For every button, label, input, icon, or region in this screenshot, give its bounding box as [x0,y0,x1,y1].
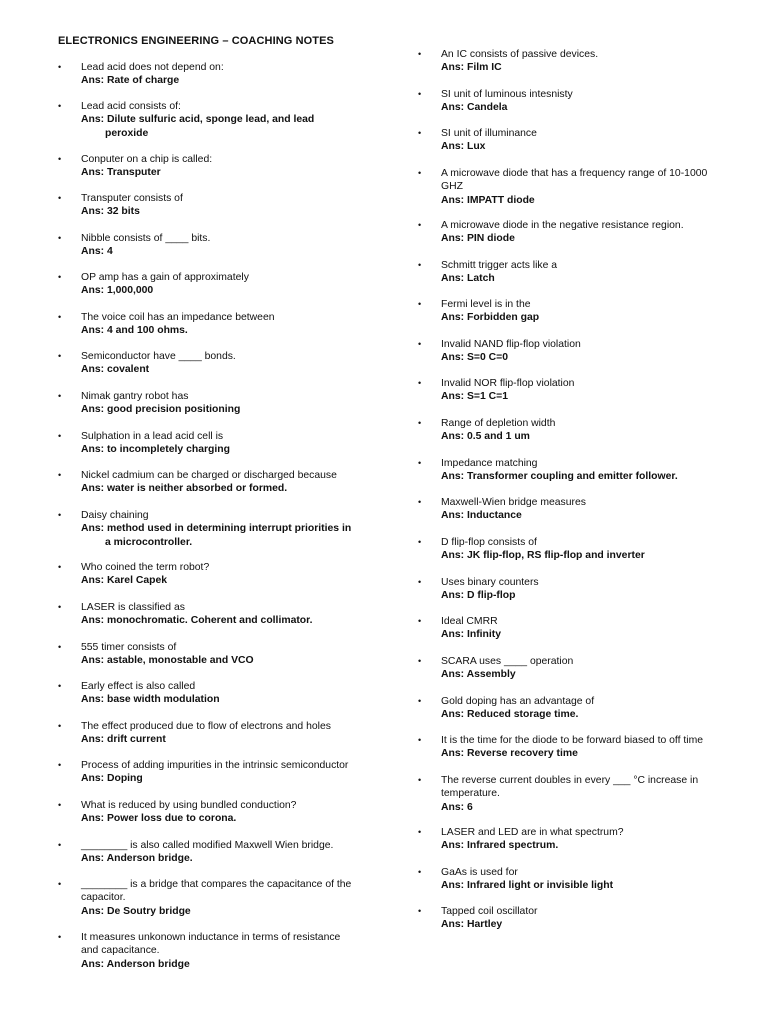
item-body [441,417,730,444]
item-body [81,153,360,180]
answer-text: Ans: Film IC [441,62,502,74]
question-text: Nimak gantry robot has [81,391,189,402]
item-body [441,127,730,154]
answer-text: Ans: Transputer [81,167,161,179]
question-text: The voice coil has an impedance between [81,312,275,323]
item-body [81,641,360,668]
item-body [81,759,360,786]
bullet-icon: • [418,696,422,706]
question-text: Maxwell-Wien bridge measures [441,497,586,508]
answer-text: Ans: Rate of charge [81,75,180,87]
bullet-icon: • [58,760,62,770]
item-body [81,192,360,219]
question-text: Daisy chaining [81,510,149,521]
question-text: Ideal CMRR [441,616,498,627]
question-text: SI unit of illuminance [441,128,537,139]
answer-text: Ans: S=1 C=1 [441,391,508,403]
answer-text: Ans: 32 bits [81,206,140,218]
answer-text: Ans: 4 [81,246,113,258]
bullet-icon: • [418,827,422,837]
question-text: A microwave diode in the negative resistance region. [441,220,684,231]
answer-text: Ans: astable, monostable and VCO [81,655,254,667]
bullet-icon: • [418,775,422,785]
item-body [81,430,360,457]
bullet-icon: • [58,562,62,572]
answer-text: Ans: 6 [441,801,473,813]
answer-text: Ans: drift current [81,734,166,746]
item-body [81,931,360,971]
bullet-icon: • [58,932,62,942]
bullet-icon: • [418,339,422,349]
bullet-icon: • [58,800,62,810]
answer-text: Ans: to incompletely charging [81,444,230,456]
item-body [81,390,360,417]
bullet-icon: • [418,577,422,587]
question-text: Fermi level is in the [441,299,531,310]
bullet-icon: • [418,378,422,388]
answer-continuation: peroxide [105,127,149,139]
item-body [441,259,730,286]
question-text: OP amp has a gain of approximately [81,272,249,283]
bullet-icon: • [418,656,422,666]
answer-text: Ans: monochromatic. Coherent and collimator. [81,615,313,627]
question-text: Process of adding impurities in the intrinsic semiconductor [81,760,349,771]
answer-text: Ans: Transformer coupling and emitter follower. [441,471,678,483]
question-text: Invalid NAND flip-flop violation [441,339,581,350]
bullet-icon: • [418,49,422,59]
item-body [441,298,730,325]
question-text: GaAs is used for [441,867,518,878]
answer-text: Ans: Hartley [441,919,503,931]
bullet-icon: • [58,101,62,111]
page-title: ELECTRONICS ENGINEERING – COACHING NOTES [58,35,334,47]
answer-text: Ans: Lux [441,141,486,153]
item-body [81,878,360,918]
bullet-icon: • [58,272,62,282]
answer-text: Ans: good precision positioning [81,404,241,416]
bullet-icon: • [418,735,422,745]
answer-text: Ans: 4 and 100 ohms. [81,325,188,337]
answer-text: Ans: Reverse recovery time [441,748,578,760]
answer-text: Ans: D flip-flop [441,590,516,602]
bullet-icon: • [58,721,62,731]
question-text: Range of depletion width [441,418,556,429]
bullet-icon: • [58,351,62,361]
answer-text: Ans: Anderson bridge. [81,853,193,865]
bullet-icon: • [58,193,62,203]
question-text: The reverse current doubles in every ___ °C increase in temperature. [441,775,699,800]
question-text: LASER is classified as [81,602,185,613]
item-body [81,839,360,866]
bullet-icon: • [58,470,62,480]
bullet-icon: • [58,510,62,520]
question-text: A microwave diode that has a frequency range of 10-1000 GHZ [441,168,708,193]
question-text: ________ is a bridge that compares the capacitance of the capacitor. [81,879,352,904]
question-text: Nickel cadmium can be charged or discharged because [81,470,337,481]
answer-text: Ans: IMPATT diode [441,194,535,206]
answer-text: Ans: Doping [81,773,143,785]
bullet-icon: • [58,233,62,243]
bullet-icon: • [418,418,422,428]
item-body [81,469,360,496]
bullet-icon: • [418,260,422,270]
answer-text: Ans: covalent [81,364,150,376]
item-body [441,774,730,814]
bullet-icon: • [58,681,62,691]
item-body [441,615,730,642]
question-text: Gold doping has an advantage of [441,696,595,707]
bullet-icon: • [418,497,422,507]
bullet-icon: • [418,220,422,230]
item-body [441,695,730,722]
bullet-icon: • [418,168,422,178]
answer-text: Ans: base width modulation [81,694,220,706]
bullet-icon: • [418,458,422,468]
answer-text: Ans: water is neither absorbed or formed. [81,483,288,495]
item-body [441,377,730,404]
question-text: Invalid NOR flip-flop violation [441,378,575,389]
item-body [441,826,730,853]
question-text: An IC consists of passive devices. [441,49,599,60]
item-body [441,457,730,484]
question-text: It is the time for the diode to be forward biased to off time [441,735,704,746]
question-text: Impedance matching [441,458,538,469]
question-text: Transputer consists of [81,193,183,204]
item-body [81,311,360,338]
item-body [81,350,360,377]
item-body [441,734,730,761]
item-body [441,88,730,115]
answer-text: Ans: Dilute sulfuric acid, sponge lead, and lead [81,114,315,126]
bullet-icon: • [418,537,422,547]
answer-text: Ans: PIN diode [441,233,515,245]
question-text: Tapped coil oscillator [441,906,538,917]
answer-text: Ans: S=0 C=0 [441,352,508,364]
answer-text: Ans: Forbidden gap [441,312,540,324]
item-body [441,536,730,563]
answer-text: Ans: Reduced storage time. [441,709,579,721]
question-text: Lead acid does not depend on: [81,62,224,73]
question-text: SCARA uses ____ operation [441,656,574,667]
question-text: SI unit of luminous intesnisty [441,89,573,100]
bullet-icon: • [58,642,62,652]
item-body [81,100,360,140]
answer-text: Ans: Inductance [441,510,522,522]
question-text: Conputer on a chip is called: [81,154,213,165]
item-body [81,232,360,259]
question-text: LASER and LED are in what spectrum? [441,827,624,838]
bullet-icon: • [418,89,422,99]
question-text: Semiconductor have ____ bonds. [81,351,236,362]
answer-text: Ans: Karel Capek [81,575,168,587]
question-text: What is reduced by using bundled conduction? [81,800,297,811]
answer-text: Ans: 1,000,000 [81,285,154,297]
item-body [441,496,730,523]
item-body [441,167,730,207]
answer-text: Ans: Assembly [441,669,516,681]
bullet-icon: • [58,840,62,850]
question-text: 555 timer consists of [81,642,177,653]
question-text: Early effect is also called [81,681,196,692]
bullet-icon: • [58,879,62,889]
question-text: Sulphation in a lead acid cell is [81,431,224,442]
bullet-icon: • [58,312,62,322]
question-text: Lead acid consists of: [81,101,181,112]
question-text: It measures unkonown inductance in terms of resistance and capacitance. [81,932,341,957]
item-body [81,509,360,549]
bullet-icon: • [418,616,422,626]
bullet-icon: • [58,154,62,164]
item-body [441,576,730,603]
answer-text: Ans: 0.5 and 1 um [441,431,530,443]
item-body [441,48,730,75]
item-body [441,219,730,246]
item-body [441,866,730,893]
answer-text: Ans: De Soutry bridge [81,905,191,917]
answer-continuation: a microcontroller. [105,536,193,548]
item-body [441,338,730,365]
answer-text: Ans: JK flip-flop, RS flip-flop and inverter [441,550,645,562]
bullet-icon: • [58,62,62,72]
bullet-icon: • [418,867,422,877]
item-body [441,905,730,932]
item-body [81,61,360,88]
bullet-icon: • [58,602,62,612]
answer-text: Ans: Latch [441,273,495,285]
item-body [81,680,360,707]
answer-text: Ans: method used in determining interrupt priorities in [81,523,352,535]
bullet-icon: • [418,299,422,309]
item-body [81,720,360,747]
bullet-icon: • [58,391,62,401]
item-body [81,601,360,628]
answer-text: Ans: Candela [441,102,508,114]
answer-text: Ans: Infrared spectrum. [441,840,559,852]
item-body [81,799,360,826]
answer-text: Ans: Power loss due to corona. [81,813,237,825]
answer-text: Ans: Infrared light or invisible light [441,880,614,892]
question-text: D flip-flop consists of [441,537,537,548]
bullet-icon: • [418,906,422,916]
question-text: Who coined the term robot? [81,562,210,573]
question-text: Uses binary counters [441,577,539,588]
item-body [81,561,360,588]
question-text: Nibble consists of ____ bits. [81,233,211,244]
item-body [81,271,360,298]
item-body [441,655,730,682]
answer-text: Ans: Anderson bridge [81,958,190,970]
bullet-icon: • [418,128,422,138]
question-text: The effect produced due to flow of electrons and holes [81,721,331,732]
question-text: Schmitt trigger acts like a [441,260,558,271]
question-text: ________ is also called modified Maxwell Wien bridge. [81,840,334,851]
answer-text: Ans: Infinity [441,629,502,641]
bullet-icon: • [58,431,62,441]
